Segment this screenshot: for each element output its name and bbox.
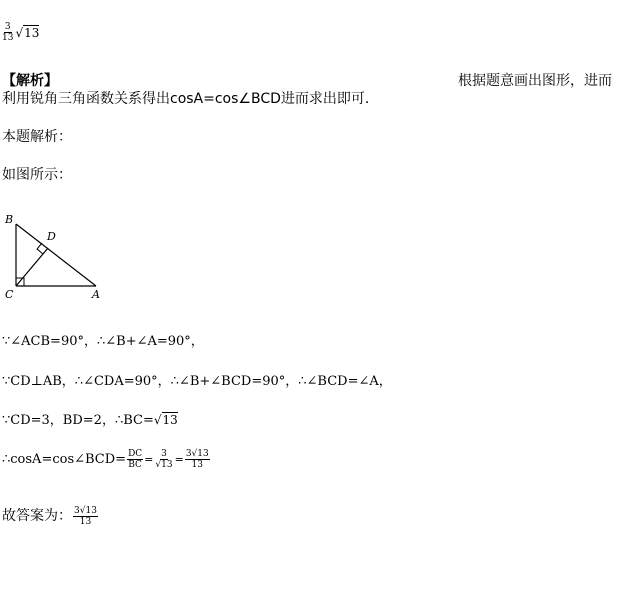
sqrt-expression: √13 (15, 25, 40, 40)
fraction-denominator: 13 (79, 516, 92, 527)
equals-sign: = (174, 453, 184, 466)
radicand: 13 (85, 505, 97, 516)
label-c: C (5, 288, 14, 301)
fraction-numerator: 3√13 (185, 449, 209, 459)
fraction-denominator: √13 (155, 460, 173, 470)
equals-sign: = (144, 453, 154, 466)
fraction-dc-bc (127, 449, 143, 470)
step-4-text: ∴cosA=cos∠BCD= (2, 452, 127, 467)
triangle-figure (0, 210, 120, 305)
fraction-denominator: 13 (191, 460, 203, 470)
analysis-hint-line2: 利用锐角三角函数关系得出cosA=cos∠BCD进而求出即可． (2, 91, 379, 107)
step-2: ∵CD⊥AB，∴∠CDA=90°，∴∠B+∠BCD=90°，∴∠BCD=∠A， (2, 374, 392, 389)
solution-label: 本题解析： (2, 129, 72, 145)
fraction-denominator: 13 (2, 33, 14, 43)
fraction-numerator: 3 (161, 449, 167, 459)
radicand: 13 (24, 25, 40, 40)
step-1: ∵∠ACB=90°，∴∠B+∠A=90°， (2, 334, 204, 349)
step-3-text: ∵CD=3，BD=2，∴BC= (2, 413, 154, 428)
final-answer (2, 505, 99, 527)
label-d: D (47, 230, 56, 243)
step-3 (2, 409, 178, 428)
side-ab (16, 224, 96, 286)
fraction-3-over-sqrt13 (154, 449, 173, 470)
sqrt-expression: √13 (153, 413, 178, 427)
fraction-numerator: 3√13 (74, 505, 97, 516)
final-answer-fraction (73, 506, 98, 527)
fraction-denominator: BC (128, 460, 142, 470)
radicand: 13 (161, 460, 173, 470)
fraction-3sqrt13-over-13 (185, 449, 210, 470)
figure-caption: 如图所示： (2, 167, 72, 183)
analysis-title: 【解析】 (2, 73, 58, 89)
top-answer (0, 22, 39, 43)
fraction-numerator: DC (128, 449, 143, 459)
coefficient: 3 (185, 449, 192, 459)
coefficient: 3 (74, 505, 80, 516)
radicand: 13 (162, 413, 178, 427)
fraction-numerator: 3 (4, 22, 11, 32)
top-answer-fraction (1, 22, 14, 43)
label-b: B (5, 213, 14, 226)
step-4 (2, 449, 211, 470)
analysis-hint-right: 根据题意画出图形，进而 (458, 73, 612, 89)
final-answer-label: 故答案为： (2, 508, 72, 524)
radicand: 13 (197, 449, 209, 459)
label-a: A (92, 288, 100, 301)
